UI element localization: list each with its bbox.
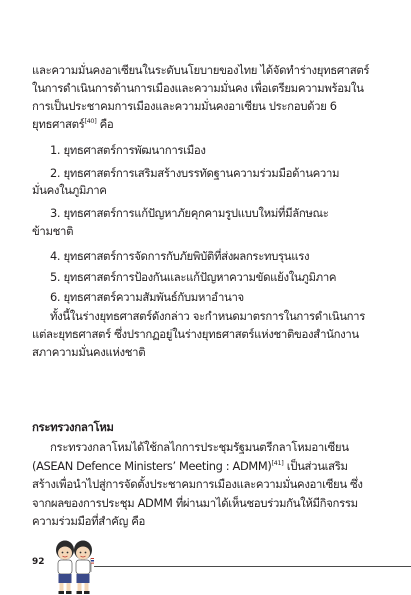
paragraph-line: การเป็นประชาคมการเมืองและความมั่นคงอาเซียน ประกอบด้วย 6 (32, 99, 337, 113)
mascot-children-illustration (54, 536, 94, 595)
paragraph-line: ความร่วมมือที่สำคัญ คือ (32, 514, 145, 528)
paragraph-line: และความมั่นคงอาเซียนในระดับนโยบายของไทย ได้จัดทำร่างยุทธศาสตร์ (32, 63, 370, 77)
paragraph-line: ยุทธศาสตร์[40] คือ (32, 117, 114, 131)
list-item-continuation: ข้ามชาติ (32, 224, 74, 238)
page-number: 92 (32, 557, 45, 567)
paragraph-line: แต่ละยุทธศาสตร์ ซึ่งปรากฏอยู่ในร่างยุทธศาสตร์แห่งชาติของสำนักงาน (32, 327, 359, 341)
paragraph-line: จากผลของการประชุม ADMM ที่ผ่านมาได้เห็นชอบร่วมกันให้มีกิจกรรม (32, 496, 358, 510)
list-item: 5. ยุทธศาสตร์การป้องกันและแก้ปัญหาความขัดแย้งในภูมิภาค (50, 270, 337, 284)
footnote-reference: [40] (84, 117, 97, 126)
list-item: 2. ยุทธศาสตร์การเสริมสร้างบรรทัดฐานความร่วมมือด้านความ (50, 166, 340, 180)
list-item-continuation: มั่นคงในภูมิภาค (32, 183, 107, 197)
list-item: 6. ยุทธศาสตร์ความสัมพันธ์กับมหาอำนาจ (50, 290, 244, 304)
footer-rule (94, 566, 411, 567)
footnote-reference: [41] (271, 459, 284, 468)
paragraph-line: กระทรวงกลาโหมได้ใช้กลไกการประชุมรัฐมนตรีกลาโหมอาเซียน (50, 440, 349, 454)
paragraph-line: ในการดำเนินการด้านการเมืองและความมั่นคง เพื่อเตรียมความพร้อมใน (32, 81, 364, 95)
list-item: 1. ยุทธศาสตร์การพัฒนาการเมือง (50, 143, 206, 157)
list-item: 3. ยุทธศาสตร์การแก้ปัญหาภัยคุกคามรูปแบบใหม่ที่มีลักษณะ (50, 206, 329, 220)
paragraph-line: สร้างเพื่อนำไปสู่การจัดตั้งประชาคมการเมืองและความมั่นคงอาเซียน ซึ่ง (32, 477, 363, 491)
section-heading: กระทรวงกลาโหม (32, 420, 114, 434)
paragraph-line: ทั้งนี้ในร่างยุทธศาสตร์ดังกล่าว จะกำหนดมาตรการในการดำเนินการ (50, 309, 365, 323)
paragraph-line: สภาความมั่นคงแห่งชาติ (32, 345, 146, 359)
paragraph-line: (ASEAN Defence Ministers’ Meeting : ADMM)[41] เป็นส่วนเสริม (32, 459, 348, 473)
list-item: 4. ยุทธศาสตร์การจัดการกับภัยพิบัติที่ส่งผลกระทบรุนแรง (50, 249, 310, 263)
